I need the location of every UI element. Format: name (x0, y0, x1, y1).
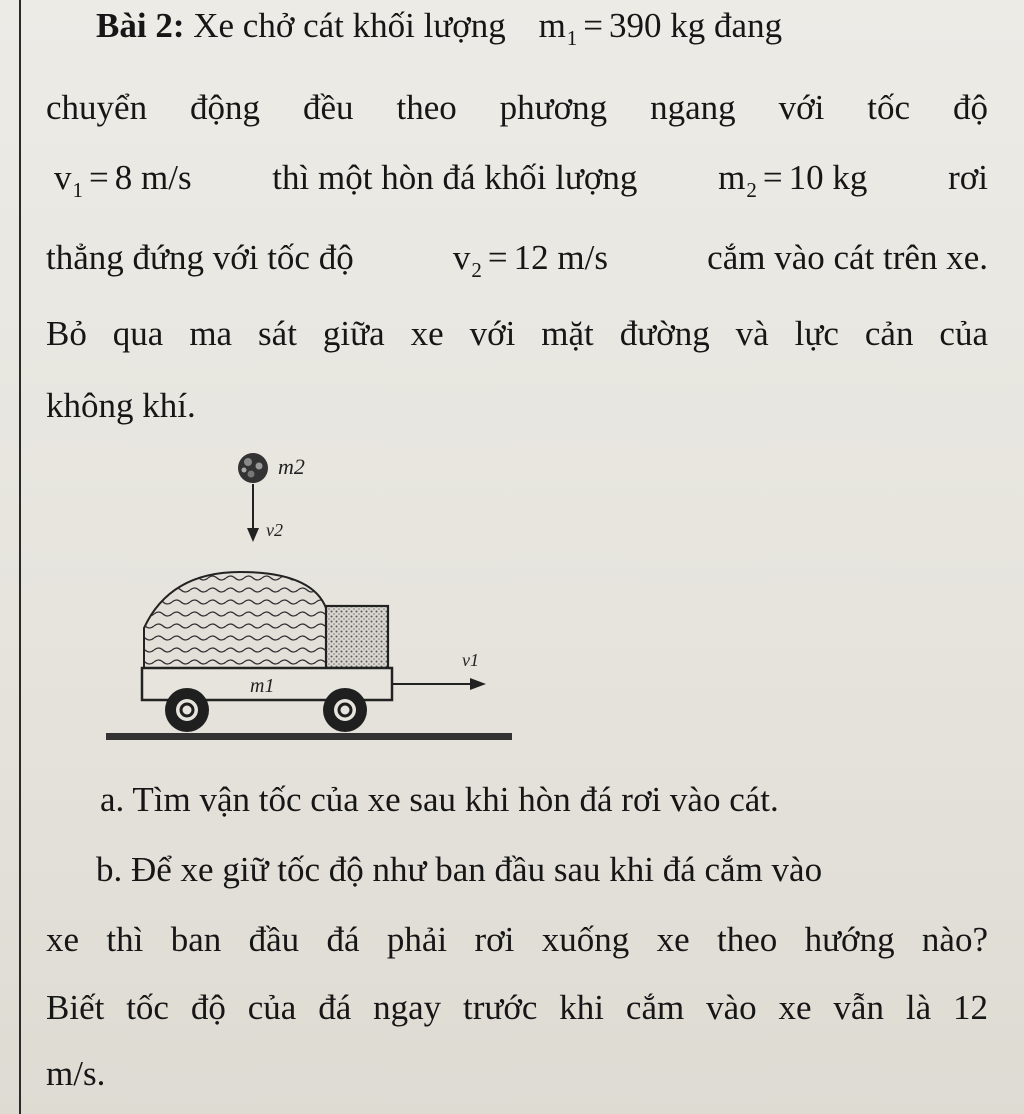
mass-cart-symbol: $m_1$ (538, 6, 578, 50)
velocity-stone-symbol: $v_2$ (452, 238, 482, 282)
page-border-line (19, 0, 21, 1114)
problem-line-5: Bỏ qua ma sát giữa xe với mặt đường và lực cản của (46, 314, 988, 353)
question-b-line-3: Biết tốc độ của đá ngay trước khi cắm vào xe vẫn là 12 (46, 988, 988, 1027)
problem-line-1: Bài 2: Xe chở cát khối lượng $m_1 = 390$ kg đang (96, 6, 783, 50)
label-v2: v2 (266, 520, 283, 540)
velocity-right-arrow-icon (392, 678, 486, 690)
velocity-stone-value: 12 m/s (513, 238, 608, 277)
stone-icon (238, 453, 268, 483)
velocity-cart-value: 8 m/s (114, 158, 192, 197)
velocity-down-arrow-icon (247, 484, 259, 542)
ground-line (106, 733, 512, 740)
problem-line-4: thẳng đứng với tốc độ $v_2 = 12$ m/s cắm vào cát trên xe. (46, 238, 988, 282)
label-m2: m2 (278, 454, 305, 479)
question-b-line-2: xe thì ban đầu đá phải rơi xuống xe theo hướng nào? (46, 920, 988, 959)
mass-cart-value: 390 kg (609, 6, 706, 45)
question-b-line-4: m/s. (46, 1054, 106, 1093)
velocity-cart-symbol: $v_1$ (54, 158, 83, 202)
wheel-left-icon (165, 688, 209, 732)
label-v1: v1 (462, 650, 479, 670)
label-m1: m1 (250, 675, 275, 697)
cart-diagram (100, 440, 520, 750)
problem-line-2: chuyển động đều theo phương ngang với tốc độ (46, 88, 988, 127)
problem-line-6: không khí. (46, 386, 196, 425)
mass-stone-value: 10 kg (788, 158, 868, 197)
cart-cab (326, 606, 388, 668)
mass-stone-symbol: $m_2$ (718, 158, 757, 202)
problem-line-3: $v_1 = 8$ m/s thì một hòn đá khối lượng $m_2 = 10$ kg rơi (54, 158, 988, 202)
problem-label: Bài 2: (96, 6, 185, 45)
question-a: a. Tìm vận tốc của xe sau khi hòn đá rơi vào cát. (100, 780, 779, 819)
problem-text: Xe chở cát khối lượng (193, 6, 506, 45)
sand-load (144, 572, 326, 668)
question-b-line-1: b. Để xe giữ tốc độ như ban đầu sau khi đá cắm vào (96, 850, 823, 889)
wheel-right-icon (323, 688, 367, 732)
cart-figure (100, 440, 520, 750)
